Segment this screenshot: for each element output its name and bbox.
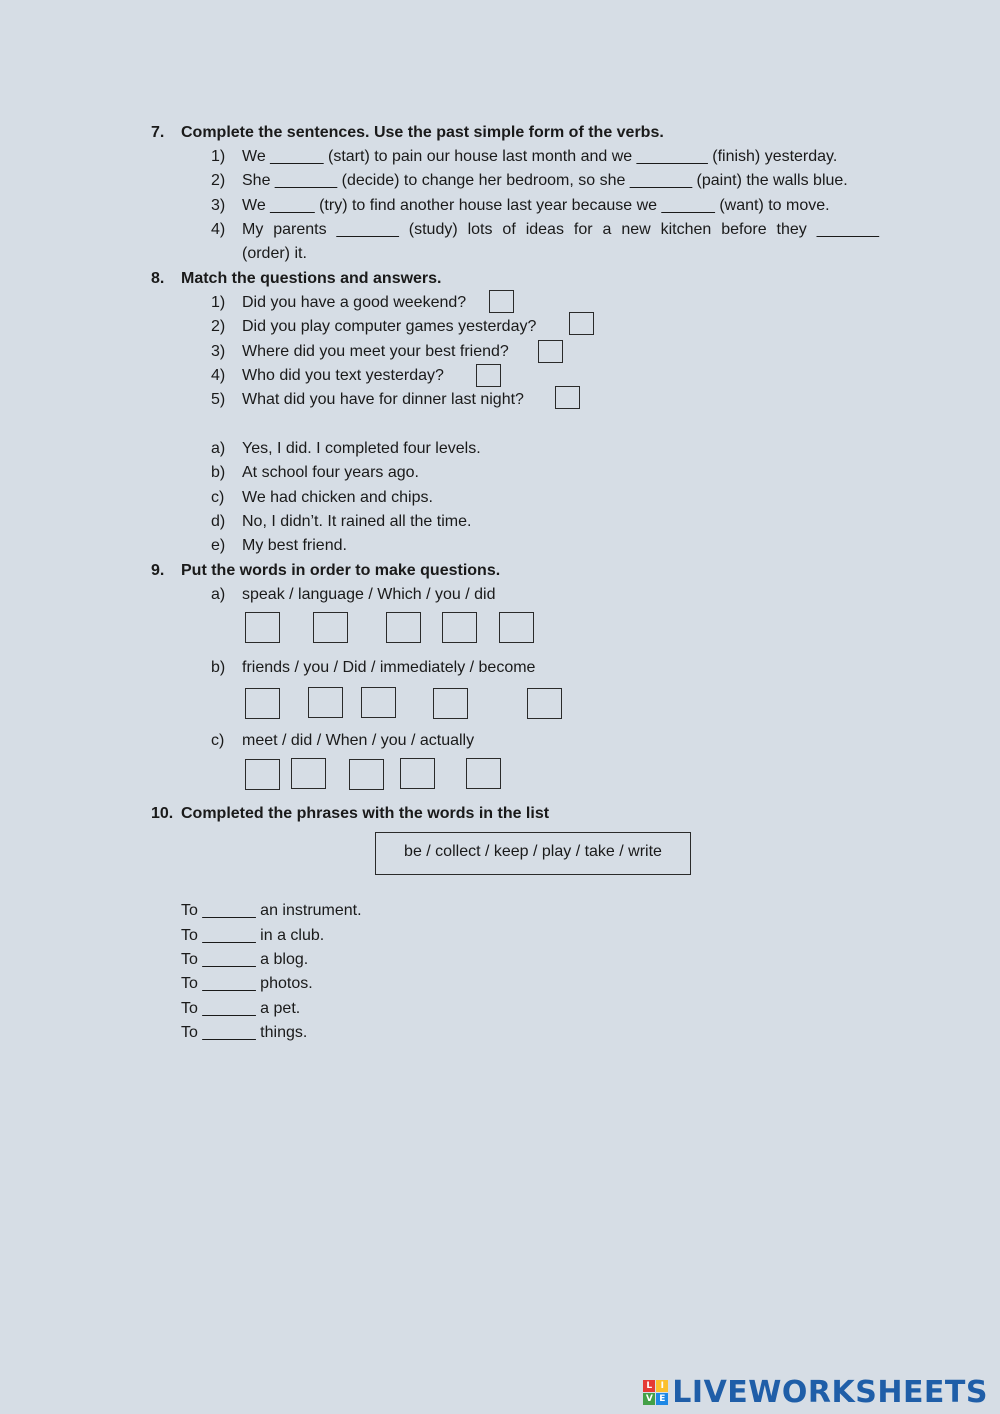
logo-tile-v: V [643,1393,655,1405]
ex9-a-slot-1[interactable] [245,612,280,643]
ex9-a-slot-4[interactable] [442,612,477,643]
ex8-answer-d-letter: d) [211,513,226,530]
ex9-c-slot-5[interactable] [466,758,501,789]
ex9-item-c-letter: c) [211,732,225,749]
ex9-c-slot-1[interactable] [245,759,280,790]
ex9-a-slot-2[interactable] [313,612,348,643]
ex8-answer-d-text: No, I didn’t. It rained all the time. [242,513,472,530]
ex8-answer-box-4[interactable] [476,364,501,387]
ex9-a-slot-3[interactable] [386,612,421,643]
ex8-question-3-text: Where did you meet your best friend? [242,343,509,360]
ex9-c-slot-3[interactable] [349,759,384,790]
ex9-b-slot-3[interactable] [361,687,396,718]
ex7-number: 7. [151,124,165,141]
ex7-item-3-number: 3) [211,197,226,214]
ex8-question-1-text: Did you have a good weekend? [242,294,467,311]
ex9-c-slot-2[interactable] [291,758,326,789]
ex7-title: Complete the sentences. Use the past simple form of the verbs. [181,124,664,141]
ex9-title: Put the words in order to make questions. [181,562,501,579]
ex9-b-slot-2[interactable] [308,687,343,718]
ex9-b-slot-4[interactable] [433,688,468,719]
ex7-item-3-text: We _____ (try) to find another house last year because we ______ (want) to move. [242,197,830,214]
ex10-number: 10. [151,805,174,822]
ex9-item-b-words: friends / you / Did / immediately / become [242,659,536,676]
ex7-item-4-text: My parents _______ (study) lots of ideas for a new kitchen before they _______ [242,221,879,238]
logo-text: LIVEWORKSHEETS [672,1374,988,1410]
ex7-item-4-continuation: (order) it. [242,245,307,262]
ex8-question-5-number: 5) [211,391,226,408]
ex10-word-list-box: be / collect / keep / play / take / write [375,832,691,875]
ex10-phrase-2: To ______ in a club. [181,927,325,944]
ex7-item-1-number: 1) [211,148,226,165]
ex8-question-1-number: 1) [211,294,226,311]
liveworksheets-logo[interactable] [643,1374,988,1410]
ex9-b-slot-1[interactable] [245,688,280,719]
ex9-item-c-words: meet / did / When / you / actually [242,732,475,749]
ex10-title: Completed the phrases with the words in the list [181,805,550,822]
ex8-question-3-number: 3) [211,343,226,360]
ex8-answer-c-text: We had chicken and chips. [242,489,433,506]
ex9-number: 9. [151,562,165,579]
ex7-item-2-number: 2) [211,172,226,189]
ex9-item-a-words: speak / language / Which / you / did [242,586,496,603]
ex8-answer-box-2[interactable] [569,312,594,335]
ex9-a-slot-5[interactable] [499,612,534,643]
ex8-answer-e-letter: e) [211,537,226,554]
ex10-phrase-3: To ______ a blog. [181,951,309,968]
logo-icon [643,1380,668,1405]
ex9-b-slot-5[interactable] [527,688,562,719]
ex8-question-4-text: Who did you text yesterday? [242,367,444,384]
ex8-number: 8. [151,270,165,287]
ex8-answer-box-5[interactable] [555,386,580,409]
ex8-answer-b-letter: b) [211,464,226,481]
ex7-item-2-text: She _______ (decide) to change her bedroom, so she _______ (paint) the walls blue. [242,172,848,189]
ex8-question-4-number: 4) [211,367,226,384]
ex8-title: Match the questions and answers. [181,270,442,287]
ex8-answer-box-1[interactable] [489,290,514,313]
ex9-item-a-letter: a) [211,586,226,603]
ex10-phrase-6: To ______ things. [181,1024,308,1041]
ex7-item-4-number: 4) [211,221,226,238]
ex8-question-2-number: 2) [211,318,226,335]
ex8-answer-b-text: At school four years ago. [242,464,419,481]
ex8-answer-c-letter: c) [211,489,225,506]
ex8-answer-e-text: My best friend. [242,537,347,554]
logo-tile-e: E [656,1393,668,1405]
ex9-item-b-letter: b) [211,659,226,676]
ex10-phrase-5: To ______ a pet. [181,1000,301,1017]
ex8-answer-a-letter: a) [211,440,226,457]
logo-tile-l: L [643,1380,655,1392]
ex8-answer-box-3[interactable] [538,340,563,363]
logo-tile-i: I [656,1380,668,1392]
ex9-c-slot-4[interactable] [400,758,435,789]
ex8-question-2-text: Did you play computer games yesterday? [242,318,537,335]
ex10-phrase-1: To ______ an instrument. [181,902,362,919]
ex8-answer-a-text: Yes, I did. I completed four levels. [242,440,481,457]
ex8-question-5-text: What did you have for dinner last night? [242,391,524,408]
ex7-item-1-text: We ______ (start) to pain our house last month and we ________ (finish) yesterday. [242,148,838,165]
ex10-phrase-4: To ______ photos. [181,975,313,992]
